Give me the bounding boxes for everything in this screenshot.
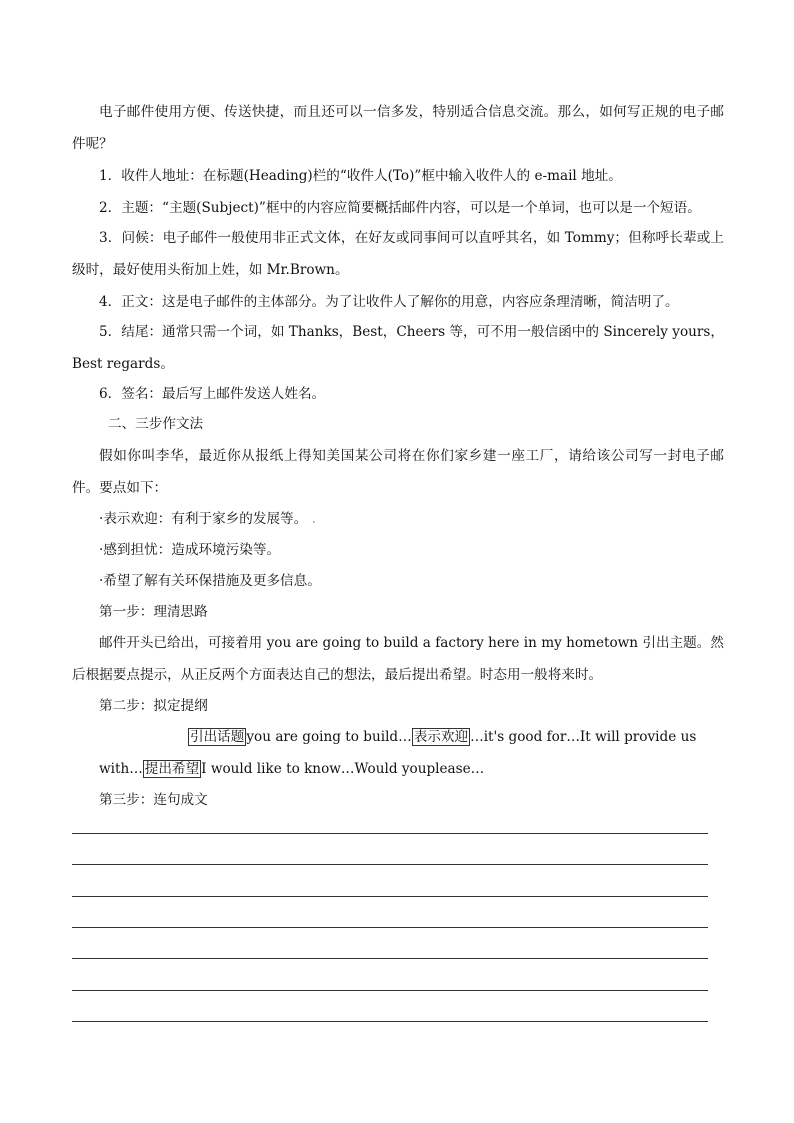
point-item: ·感到担忧：造成环境污染等。 <box>99 542 281 558</box>
trailing-dot: . <box>311 511 316 527</box>
outline-text: with… <box>99 761 143 777</box>
step1-title: 第一步：理清思路 <box>99 604 208 620</box>
writing-line <box>72 927 708 928</box>
writing-line <box>72 990 708 991</box>
step1-paragraph: 邮件开头已给出，可接着用 you are going to build a factory here in my hometown 引出主题。然后根据要点提示，从正反两个方面表达自己的想法，最后提出希望。时态用一般将来时。 <box>72 635 724 683</box>
task-paragraph: 假如你叫李华，最近你从报纸上得知美国某公司将在你们家乡建一座工厂，请给该公司写一封电子邮件。要点如下： <box>72 448 724 496</box>
list-item: 3．问候：电子邮件一般使用非正式文体，在好友或同事间可以直呼其名，如 Tommy；但称呼长辈或上级时，最好使用头衔加上姓，如 Mr.Brown。 <box>72 230 724 278</box>
intro-paragraph: 电子邮件使用方便、传送快捷，而且还可以一信多发，特别适合信息交流。那么，如何写正规的电子邮件呢？ <box>72 104 724 152</box>
outline-line-2 <box>99 753 719 785</box>
outline-tag: 引出话题 <box>190 729 245 745</box>
writing-line <box>72 833 708 834</box>
outline-tag: 提出希望 <box>144 761 200 777</box>
outline-text: …it's good for…It will provide us <box>470 729 697 745</box>
step3-title: 第三步：连句成文 <box>99 792 208 808</box>
list-item: 5．结尾：通常只需一个词，如 Thanks，Best，Cheers 等，可不用一般信函中的 Sincerely yours，Best regards。 <box>72 324 724 372</box>
outline-line-1 <box>188 721 708 753</box>
outline-tag: 表示欢迎 <box>413 729 469 745</box>
list-item: 4．正文：这是电子邮件的主体部分。为了让收件人了解你的用意，内容应条理清晰，简洁明了。 <box>99 294 679 310</box>
list-item: 6．签名：最后写上邮件发送人姓名。 <box>99 386 326 402</box>
point-text: ·表示欢迎：有利于家乡的发展等。 <box>99 511 308 527</box>
writing-line <box>72 958 708 959</box>
point-item <box>99 503 719 535</box>
point-item: ·希望了解有关环保措施及更多信息。 <box>99 573 321 589</box>
section-title: 二、三步作文法 <box>108 416 204 432</box>
step2-title: 第二步：拟定提纲 <box>99 698 208 714</box>
list-item: 2．主题：“主题(Subject)”框中的内容应简要概括邮件内容，可以是一个单词，也可以是一个短语。 <box>99 200 701 216</box>
writing-line <box>72 864 708 865</box>
outline-text: I would like to know…Would youplease… <box>201 761 485 777</box>
writing-line <box>72 896 708 897</box>
outline-text: you are going to build… <box>246 729 412 745</box>
writing-line <box>72 1021 708 1022</box>
list-item: 1．收件人地址：在标题(Heading)栏的“收件人(To)”框中输入收件人的 e-mail 地址。 <box>99 168 622 184</box>
